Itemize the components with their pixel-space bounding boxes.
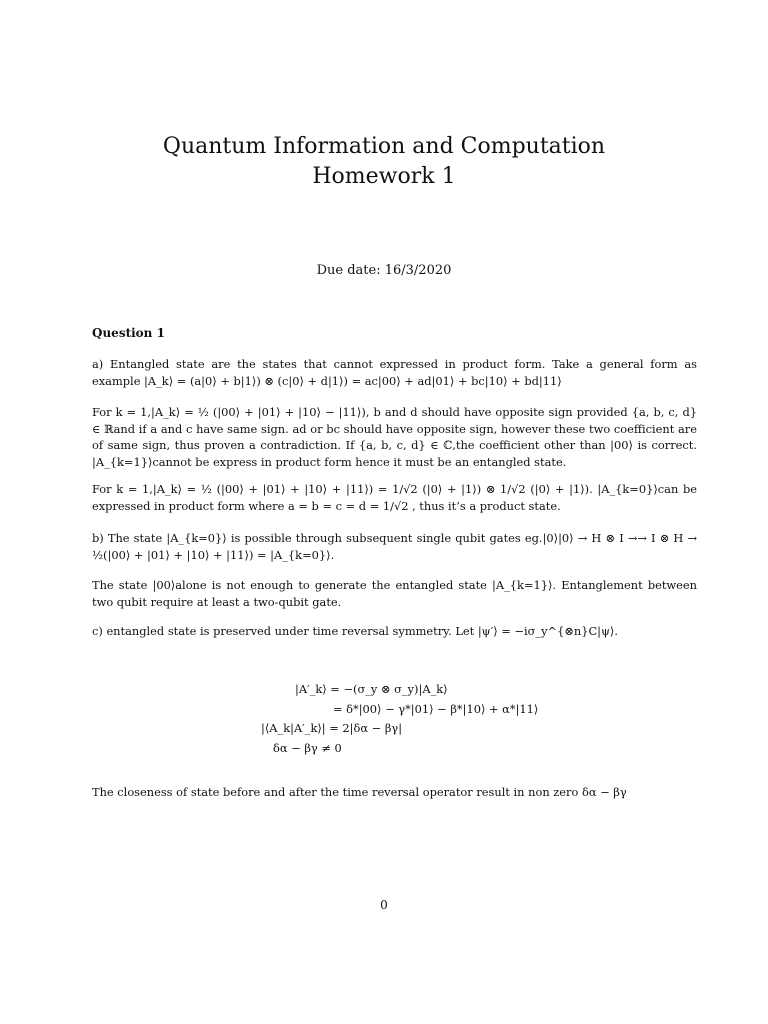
- paragraph-a: a) Entangled state are the states that cannot expressed in product form. Take a general form as example |A_k⟩ = (a|0⟩ + b|1⟩) ⊗ (c|0⟩ + d|1⟩) = ac|00⟩ + ad|01⟩ + bc|10⟩ + bd|11⟩: [92, 357, 697, 388]
- equation-line-4: δα − βγ ≠ 0: [273, 741, 342, 755]
- page-number: 0: [380, 898, 388, 912]
- paragraph-k1-plus: For k = 1,|A_k⟩ = ½ (|00⟩ + |01⟩ + |10⟩ + |11⟩) = 1/√2 (|0⟩ + |1⟩) ⊗ 1/√2 (|0⟩ + |1⟩). |A_{k=0}⟩can be expressed in product form where a = b = c = d = 1/√2 , thus it’s a product state.: [92, 482, 697, 513]
- document-title: Quantum Information and Computation: [162, 134, 606, 159]
- equation-line-2: = δ*|00⟩ − γ*|01⟩ − β*|10⟩ + α*|11⟩: [333, 702, 539, 716]
- document-subtitle: Homework 1: [312, 164, 456, 189]
- paragraph-b2: The state |00⟩alone is not enough to generate the entangled state |A_{k=1}⟩. Entanglement between two qubit require at least a two-qubit gate.: [92, 578, 697, 609]
- paragraph-k1-minus: For k = 1,|A_k⟩ = ½ (|00⟩ + |01⟩ + |10⟩ − |11⟩), b and d should have opposite sign provided {a, b, c, d} ∈ ℝand if a and c have same sign. ad or bc should have opposite sign, however these two coefficient are of same sign, thus proven a contradiction. If {a, b, c, d} ∈ ℂ,the coefficient other than |00⟩ is correct. |A_{k=1}⟩cannot be express in product form hence it must be an entangled state.: [92, 405, 697, 469]
- equation-line-1: |A′_k⟩ = −(σ_y ⊗ σ_y)|A_k⟩: [295, 682, 448, 696]
- equation-line-3: |⟨A_k|A′_k⟩| = 2|δα − βγ|: [261, 721, 403, 735]
- paragraph-c: c) entangled state is preserved under time reversal symmetry. Let |ψ′⟩ = −iσ_y^{⊗n}C|ψ⟩.: [92, 624, 618, 638]
- question-heading: Question 1: [92, 326, 165, 340]
- paragraph-conclusion: The closeness of state before and after the time reversal operator result in non zero δα − βγ: [92, 785, 627, 799]
- paragraph-b: b) The state |A_{k=0}⟩ is possible through subsequent single qubit gates eg.|0⟩|0⟩ → H ⊗ I →→ I ⊗ H → ½(|00⟩ + |01⟩ + |10⟩ + |11⟩) = |A_{k=0}⟩.: [92, 531, 697, 562]
- due-date: Due date: 16/3/2020: [316, 263, 452, 278]
